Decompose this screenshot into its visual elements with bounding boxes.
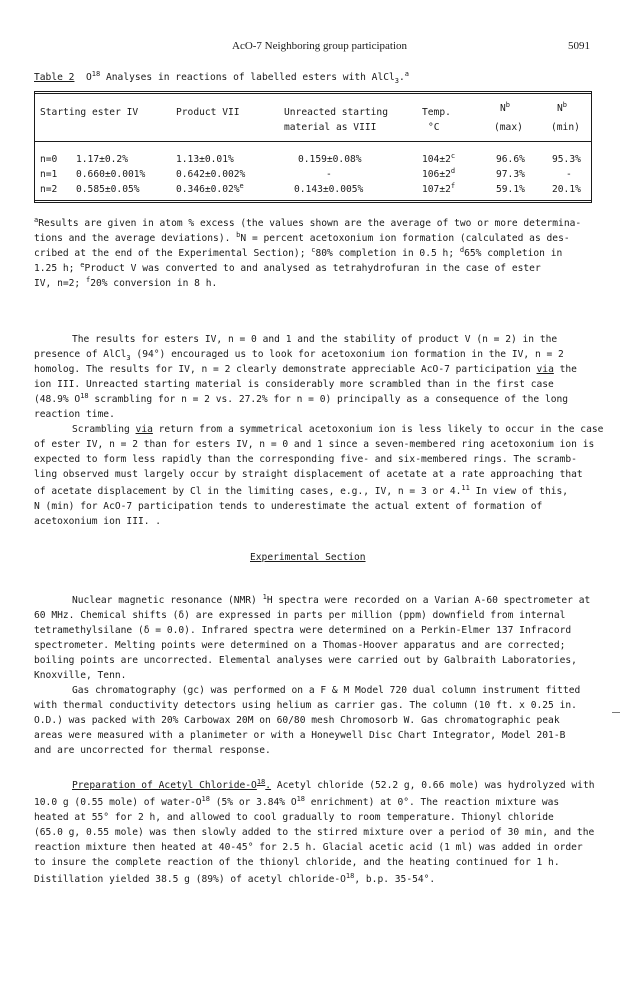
col-header-temp-2: °C [428,122,440,133]
table-top-rule-2 [34,93,592,94]
exp-p2-line-1: Gas chromatography (gc) was performed on a F & M Model 720 dual column instrument fitted [72,685,581,696]
col-header-nmin-1: $N^b$ [557,101,567,114]
para2-line-6: N (min) for AcO-7 participation tends to underestimate the actual extent of formation of [34,501,543,512]
footnote-line-2: tions and the average deviations). $^b$N = percent acetoxonium ion formation (calculated as des- [34,231,570,244]
table-row-2-temp: $107\pm 2^f$ [422,182,456,195]
exp-p1-line-3: tetramethylsilane (δ = 0.0). Infrared spectra were determined on a Perkin-Elmer 137 Infracord [34,625,572,636]
table-caption [34,72,409,83]
para1-line-5: (48.9% $O^{18}$ scrambling for n = 2 vs. 27.2% for n = 0) principally as a consequence of the long [34,392,569,405]
caption-sup: 18 [91,70,101,78]
table-row-2-product: 0.346±0.02%$^e$ [176,182,244,195]
para2-line-1: Scrambling via return from a symmetrical acetoxonium ion is less likely to occur in the case [72,424,604,435]
exp-p3-line-7: Distillation yielded 38.5 g (89%) of acetyl chloride-$O^{18}$, b.p. 35-54°. [34,872,436,885]
footnote-line-4: 1.25 h; $^e$Product V was converted to and analysed as tetrahydrofuran in the case of ester [34,261,541,274]
para2-line-3: expected to form less rapidly than the corresponding five- and six-membered rings. The scramb- [34,454,577,465]
table-bottom-rule [34,200,592,201]
caption-sub: 3 [394,77,400,85]
exp-p1-line-4: spectrometer. Melting points were determined on a Thomas-Hoover apparatus and are corrected; [34,640,566,651]
col-header-unreacted-2: material as VIII [284,122,377,133]
exp-p3-line-3: heated at 55° for 2 h, and allowed to cool gradually to room temperature. Thionyl chloride [34,812,554,823]
exp-p2-line-5: and are uncorrected for thermal response. [34,745,271,756]
exp-p1-line-2: 60 MHz. Chemical shifts (δ) are expressed in parts per million (ppm) downfield from internal [34,610,566,621]
col-header-temp-1: Temp. [422,107,451,118]
exp-p1-line-5: boiling points are uncorrected. Elemental analyses were carried out by Galbraith Laboratories, [34,655,577,666]
table-row-2-start: 0.585±0.05% [76,184,140,195]
para2-line-5: of acetate displacement by Cl in the limiting cases, e.g., IV, n = 3 or 4.11 In view of this, [34,484,569,497]
table-label: Table 2 [34,72,75,83]
para1-line-4: ion III. Unreacted starting material is considerably more scrambled than in the first case [34,379,554,390]
table-row-0-nmin: 95.3% [552,154,581,165]
exp-p1-line-6: Knoxville, Tenn. [34,670,127,681]
table-row-0-temp: $104\pm 2^c$ [422,152,456,165]
col-header-nmax-2: (max) [494,122,523,133]
table-row-1-temp: $106\pm 2^d$ [422,167,456,180]
exp-p3-line-5: reaction mixture then heated at 40-45° for 2.5 h. Glacial acetic acid (1 ml) was added in order [34,842,583,853]
table-bottom-rule-2 [34,202,592,203]
para2-line-2: of ester IV, n = 2 than for esters IV, n = 0 and 1 since a seven-membered ring acetoxonium ion is [34,439,595,450]
running-head-title: AcO-7 Neighboring group participation [232,40,408,52]
table-row-1-product: 0.642±0.002% [176,169,246,180]
table-top-rule [34,91,592,92]
para2-line-4: ling observed must largely occur by straight displacement of acetate at a rate approaching that [34,469,583,480]
table-row-0-n: n=0 [40,154,58,165]
table-row-1-nmax: 97.3% [496,169,525,180]
table-row-1-unreacted: - [326,169,332,180]
exp-p3-line-4: (65.0 g, 0.55 mole) was then slowly added to the stirred mixture over a period of 30 min, and the [34,827,595,838]
para2-line-7: acetoxonium ion III. . [34,516,162,527]
table-row-1-n: n=1 [40,169,58,180]
caption-text-main: Analyses in reactions of labelled esters with AlCl [100,72,395,83]
table-row-0-start: 1.17±0.2% [76,154,128,165]
table-row-2-nmin: 20.1% [552,184,581,195]
exp-p2-line-3: O.D.) was packed with 20% Carbowax 20M on 60/80 mesh Chromosorb W. Gas chromatographic peak [34,715,560,726]
table-right-border [591,92,592,202]
table-row-0-unreacted: 0.159±0.08% [298,154,362,165]
table-row-0-product: 1.13±0.01% [176,154,234,165]
col-header-unreacted-1: Unreacted starting [284,107,388,118]
table-row-2-nmax: 59.1% [496,184,525,195]
table-row-0-nmax: 96.6% [496,154,525,165]
col-header-product: Product VII [176,107,240,118]
footnote-line-1: $^a$Results are given in atom % excess (the values shown are the average of two or more determina- [34,216,582,229]
table-row-1-nmin: - [566,169,572,180]
caption-text: O [86,72,92,83]
page-number: 5091 [568,40,590,52]
exp-p2-line-2: with thermal conductivity detectors using helium as carrier gas. The column (10 ft. x 0.25 in. [34,700,577,711]
col-header-nmax-1: $N^b$ [500,101,510,114]
para1-line-6: reaction time. [34,409,115,420]
exp-p3-line-1: Preparation of Acetyl Chloride-$O^{18}$. Acetyl chloride (52.2 g, 0.66 mole) was hydrolyzed with [72,778,595,791]
para1-line-3: homolog. The results for IV, n = 2 clearly demonstrate appreciable AcO-7 participation via the [34,364,577,375]
footnote-line-5: IV, n=2; $^f$20% conversion in 8 h. [34,276,218,289]
exp-p1-line-1: Nuclear magnetic resonance (NMR) $^1$H spectra were recorded on a Varian A-60 spectrometer at [72,593,591,606]
col-header-nmin-2: (min) [551,122,580,133]
table-header-rule [34,141,592,142]
exp-p3-line-2: 10.0 g (0.55 mole) of water-$O^{18}$ (5% or 3.84% $O^{18}$ enrichment) at 0°. The reaction mixture was [34,795,560,808]
footnote-line-3: cribed at the end of the Experimental Section); $^c$80% completion in 0.5 h; $^d$65% completion in [34,246,563,259]
para1-line-1: The results for esters IV, n = 0 and 1 and the stability of product V (n = 2) in the [72,334,558,345]
col-header-starting: Starting ester IV [40,107,139,118]
caption-note-mark: a [404,70,410,78]
para1-line-2: presence of AlCl$_3$ (94°) encouraged us to look for acetoxonium ion formation in the IV, n = 2 [34,349,564,362]
table-left-border [34,92,35,202]
exp-p3-line-6: to insure the complete reaction of the thionyl chloride, and the heating continued for 1 h. [34,857,560,868]
table-row-2-unreacted: 0.143±0.005% [294,184,364,195]
exp-p2-line-4: areas were measured with a planimeter or with a Honeywell Disc Chart Integrator, Model 201-B [34,730,566,741]
margin-mark [612,712,620,713]
table-row-2-n: n=2 [40,184,58,195]
table-row-1-start: 0.660±0.001% [76,169,146,180]
experimental-heading: Experimental Section [250,552,366,563]
caption-end: . [399,72,405,83]
